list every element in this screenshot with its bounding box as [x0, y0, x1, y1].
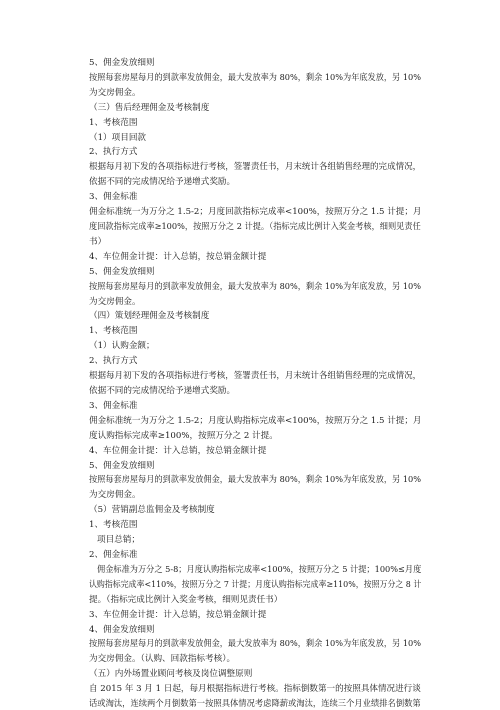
text-line: 3、佣金标准: [89, 400, 138, 411]
section-heading: （三）售后经理佣金及考核制度: [89, 102, 210, 113]
text-line: 2、执行方式: [89, 356, 138, 367]
text-line: 1、考核范围: [89, 117, 138, 128]
text-line: 佣金标准统一为万分之 1.5-2；月度认购指标完成率<100%，按照万分之 1.5 计提；月: [89, 415, 422, 426]
text-line: 根据每月初下发的各项指标进行考核，签署责任书，月末统计各组销售经理的完成情况，: [89, 162, 422, 173]
text-line: （1）认购金额；: [89, 341, 155, 352]
text-line: 项目总销；: [97, 535, 140, 545]
text-line: 5、佣金发放细则: [89, 266, 155, 277]
text-line: 书）: [89, 236, 107, 247]
text-line: 自 2015 年 3 月 1 日起，每月根据指标进行考核。指标倒数第一的按照具体情况进行谈: [89, 684, 421, 695]
text-line: 度认购指标完成率≥100%，按照万分之 2 计提。: [89, 430, 278, 441]
text-line: 2、佣金标准: [89, 549, 138, 560]
text-line: 1、考核范围: [89, 326, 138, 337]
text-line: 按照每套房屋每月的到款率发放佣金，最大发放率为 80%，剩余 10%为年底发放，另 10%: [89, 475, 421, 486]
text-line: 2、执行方式: [89, 147, 138, 158]
text-line: 按照每套房屋每月的到款率发放佣金，最大发放率为 80%，剩余 10%为年底发放，另 10%: [89, 281, 421, 292]
text-line: 佣金标准为万分之 5-8；月度认购指标完成率<100%，按照万分之 5 计提；100%≤月度: [97, 564, 422, 575]
text-line: 佣金标准统一为万分之 1.5-2；月度回款指标完成率<100%，按照万分之 1.5 计提；月: [89, 207, 422, 218]
text-line: 3、佣金标准: [89, 192, 138, 203]
text-line: 3、车位佣金计提：计入总销，按总销金额计提: [89, 609, 267, 620]
text-line: 依据不同的完成情况给予递增式奖励。: [89, 177, 236, 188]
text-line: 提。（指标完成比例计入奖金考核，细则见责任书）: [89, 594, 283, 605]
text-line: 度回款指标完成率≥100%，按照万分之 2 计提。（指标完成比例计入奖金考核，细则见责任: [89, 222, 421, 232]
text-line: 按照每套房屋每月的到款率发放佣金，最大发放率为 80%，剩余 10%为年底发放，另 10%: [89, 72, 421, 83]
text-line: 为交房佣金。: [89, 296, 141, 307]
section-heading: （5）营销副总监佣金及考核制度: [89, 505, 215, 516]
text-line: 1、考核范围: [89, 520, 138, 531]
text-line: 按照每套房屋每月的到款率发放佣金，最大发放率为 80%，剩余 10%为年底发放，另 10%: [89, 639, 421, 650]
text-line: 为交房佣金。（认购、回款指标考核）。: [89, 654, 236, 665]
text-line: 话或淘汰，连续两个月倒数第一按照具体情况考虑降薪或淘汰，连续三个月业绩排名倒数第: [89, 699, 421, 709]
text-line: 4、车位佣金计提：计入总销，按总销金额计提: [89, 445, 267, 456]
text-line: 4、佣金发放细则: [89, 624, 155, 635]
text-line: 认购指标完成率<110%，按照万分之 7 计提；月度认购指标完成率≥110%，按照万分之 8 计: [89, 579, 422, 590]
text-line: 为交房佣金。: [89, 490, 141, 501]
text-line: （1）项目回款: [89, 132, 147, 143]
section-heading: （五）内外场置业顾问考核及岗位调整原则: [89, 669, 253, 680]
text-line: 依据不同的完成情况给予递增式奖励。: [89, 386, 236, 396]
text-line: 5、佣金发放细则: [89, 58, 155, 68]
text-line: 根据每月初下发的各项指标进行考核，签署责任书，月末统计各组销售经理的完成情况，: [89, 371, 422, 381]
text-line: 4、车位佣金计提：计入总销，按总销金额计提: [89, 251, 267, 262]
section-heading: （四）策划经理佣金及考核制度: [89, 311, 210, 322]
text-line: 5、佣金发放细则: [89, 460, 155, 471]
text-line: 为交房佣金。: [89, 87, 141, 98]
